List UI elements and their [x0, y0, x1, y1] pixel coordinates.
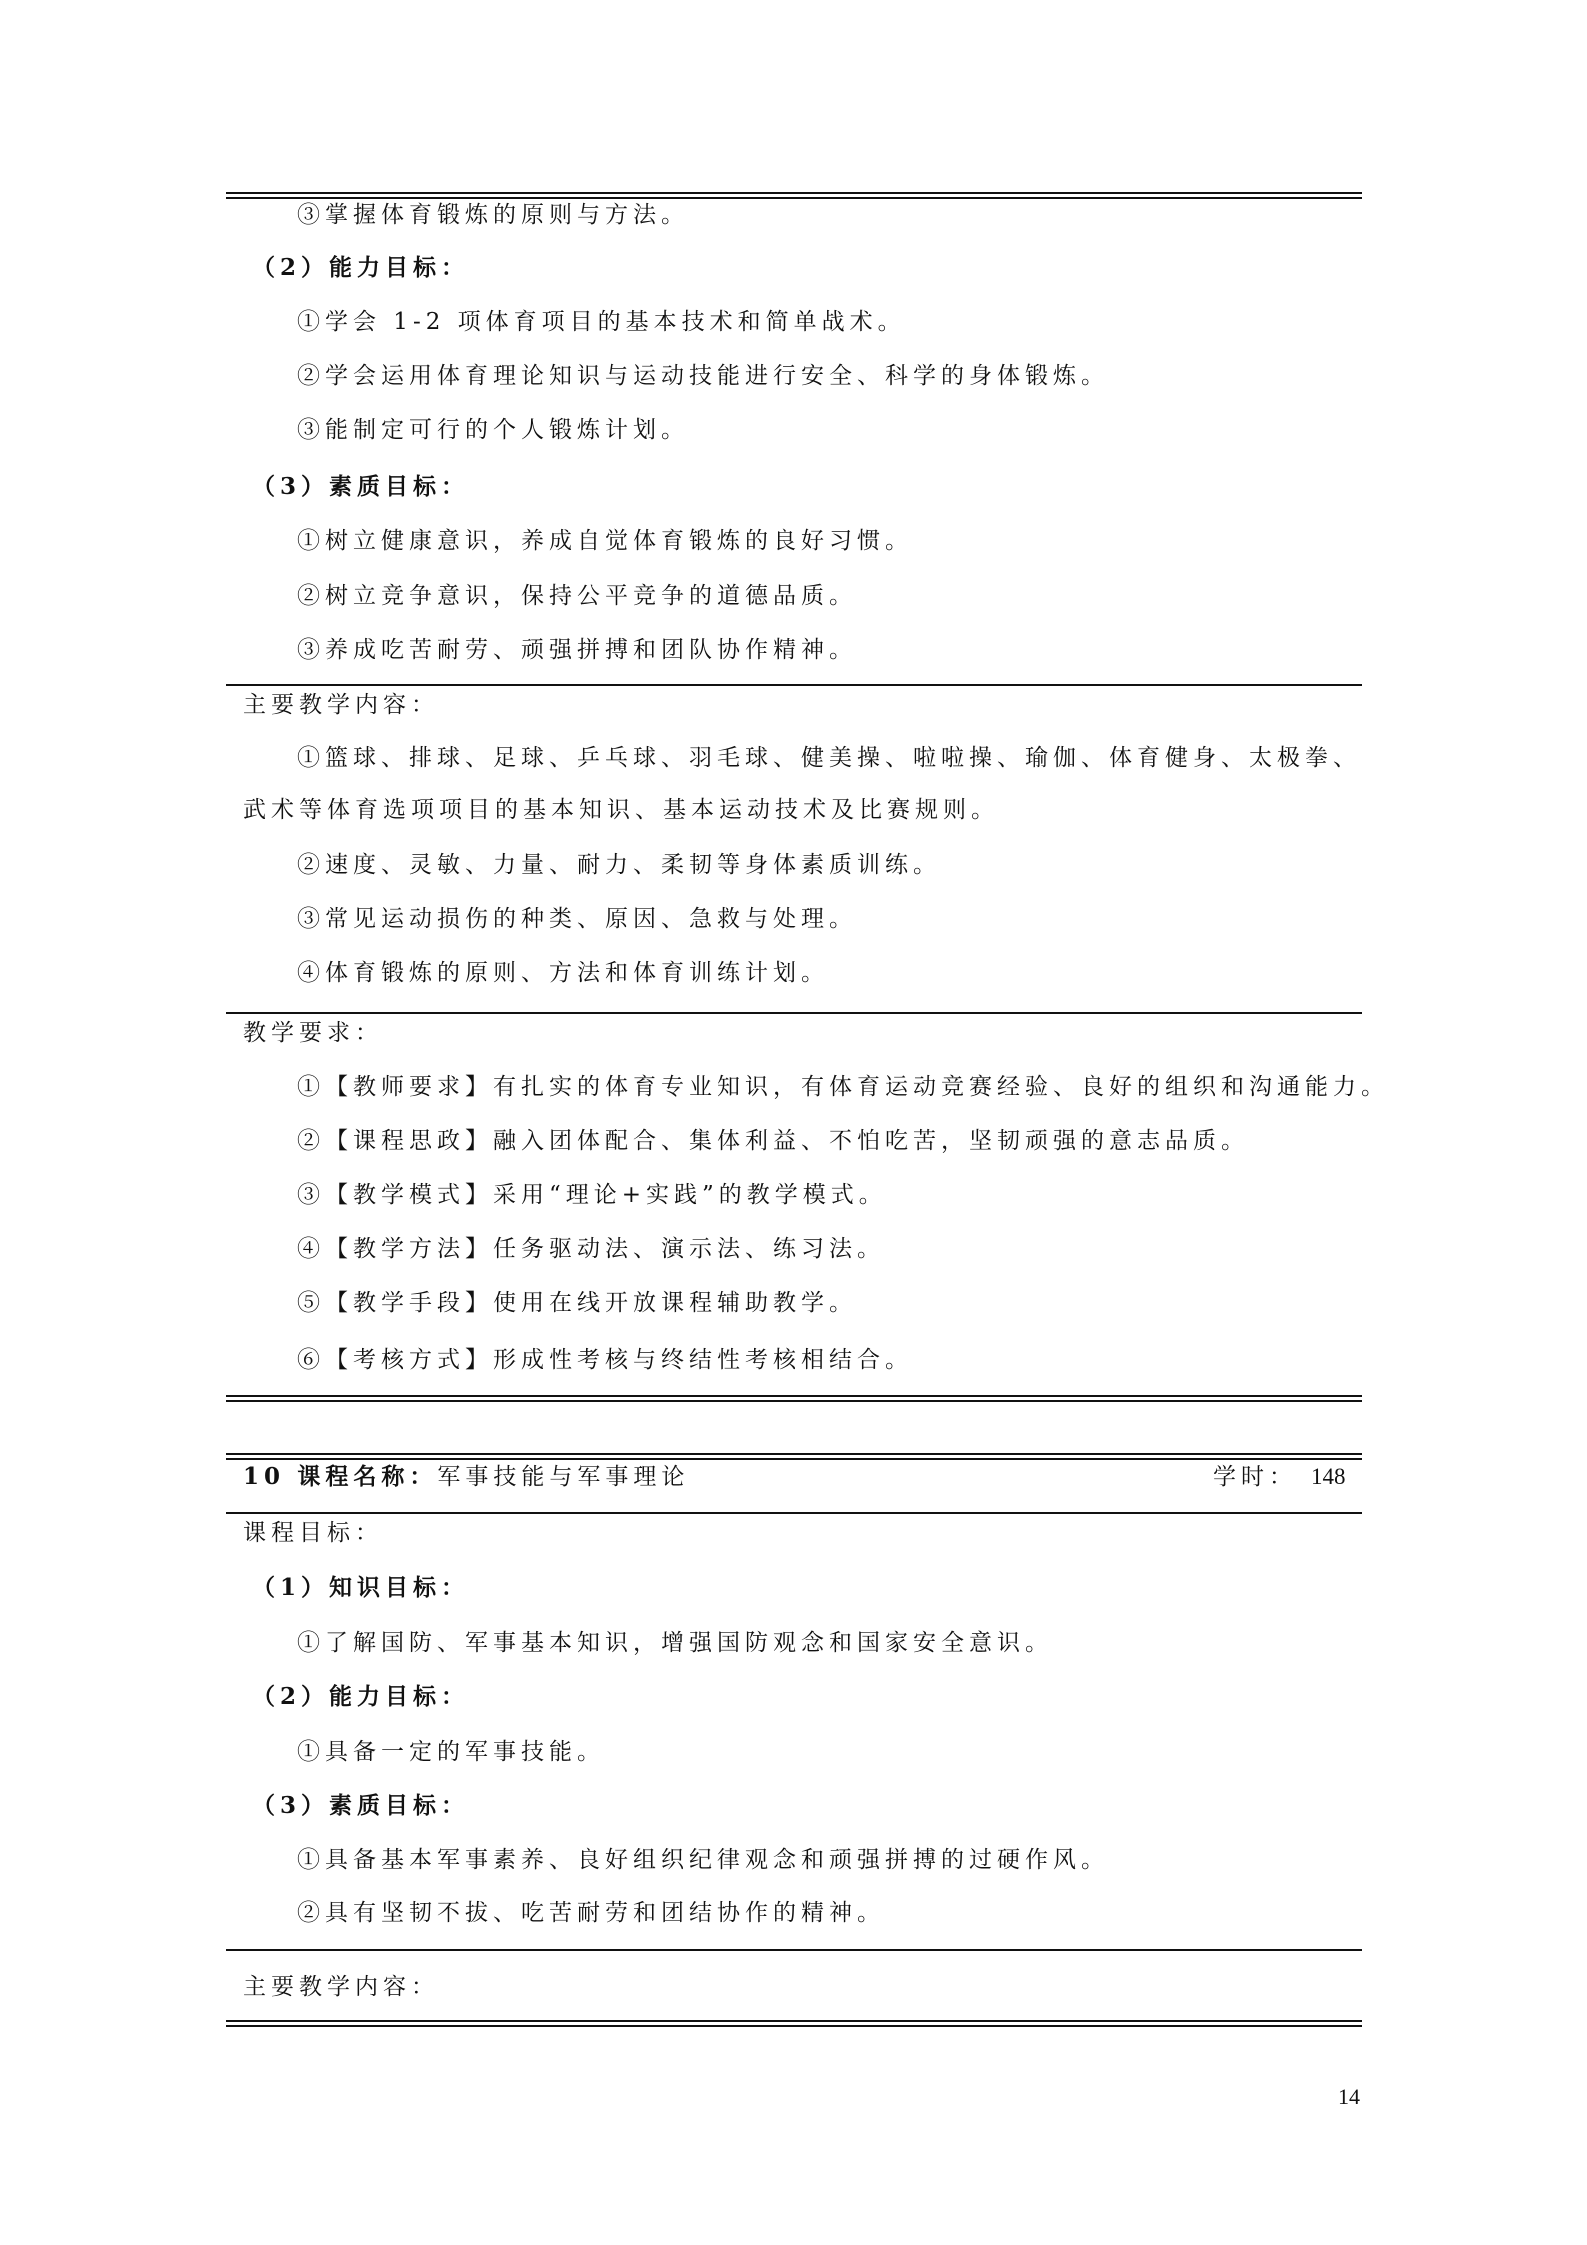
quality-item: ③养成吃苦耐劳、顽强拼搏和团队协作精神。: [297, 637, 857, 663]
requirement-item: ③【教学模式】采用“理论+实践”的教学模式。: [297, 1182, 887, 1208]
ability-goal-label: （2）能力目标：: [252, 254, 470, 281]
knowledge-item: ①了解国防、军事基本知识，增强国防观念和国家安全意识。: [297, 1630, 1053, 1656]
content-item: ③常见运动损伤的种类、原因、急救与处理。: [297, 906, 857, 932]
table-bottom-rule: [226, 2020, 1362, 2027]
table-top-rule: [226, 192, 1362, 199]
knowledge-item: ③掌握体育锻炼的原则与方法。: [297, 202, 689, 228]
course-name-label: 课程名称：: [297, 1463, 438, 1490]
requirement-item: ④【教学方法】任务驱动法、演示法、练习法。: [297, 1236, 885, 1262]
content-item: ④体育锻炼的原则、方法和体育训练计划。: [297, 960, 829, 986]
section-divider: [226, 1512, 1362, 1514]
quality-goal-label: （3）素质目标：: [252, 1792, 470, 1819]
requirement-item: ⑥【考核方式】形成性考核与终结性考核相结合。: [297, 1347, 913, 1373]
course-title: [243, 1462, 689, 1492]
content-item: ②速度、灵敏、力量、耐力、柔韧等身体素质训练。: [297, 852, 941, 878]
goals-label: 课程目标：: [243, 1520, 383, 1546]
requirement-item: ⑤【教学手段】使用在线开放课程辅助教学。: [297, 1290, 857, 1316]
content-item: ①篮球、排球、足球、乒乓球、羽毛球、健美操、啦啦操、瑜伽、体育健身、太极拳、: [297, 745, 1361, 771]
quality-item: ②具有坚韧不拔、吃苦耐劳和团结协作的精神。: [297, 1900, 885, 1926]
quality-item: ②树立竞争意识，保持公平竞争的道德品质。: [297, 583, 857, 609]
ability-goal-label: （2）能力目标：: [252, 1683, 470, 1710]
hours-label: 学时：: [1213, 1464, 1297, 1490]
quality-item: ①树立健康意识，养成自觉体育锻炼的良好习惯。: [297, 528, 913, 554]
ability-item: ③能制定可行的个人锻炼计划。: [297, 417, 689, 443]
course-number: 10: [243, 1463, 286, 1490]
ability-item: ①学会 1-2 项体育项目的基本技术和简单战术。: [297, 309, 906, 335]
quality-goal-label: （3）素质目标：: [252, 473, 470, 500]
content-label: 主要教学内容：: [243, 692, 439, 718]
table-bottom-rule: [226, 1395, 1362, 1402]
requirement-item: ②【课程思政】融入团体配合、集体利益、不怕吃苦，坚韧顽强的意志品质。: [297, 1128, 1249, 1154]
page-number: 14: [1338, 2084, 1360, 2109]
course-hours: [1213, 1462, 1346, 1492]
course-name: 军事技能与军事理论: [437, 1464, 690, 1490]
hours-value: 148: [1311, 1464, 1346, 1489]
content-label: 主要教学内容：: [243, 1974, 439, 2000]
content-item-continuation: 武术等体育选项项目的基本知识、基本运动技术及比赛规则。: [243, 797, 999, 823]
requirements-label: 教学要求：: [243, 1020, 383, 1046]
table-top-rule: [226, 1453, 1362, 1460]
ability-item: ①具备一定的军事技能。: [297, 1739, 605, 1765]
section-divider: [226, 1012, 1362, 1014]
ability-item: ②学会运用体育理论知识与运动技能进行安全、科学的身体锻炼。: [297, 363, 1109, 389]
requirement-item: ①【教师要求】有扎实的体育专业知识，有体育运动竞赛经验、良好的组织和沟通能力。: [297, 1074, 1389, 1100]
quality-item: ①具备基本军事素养、良好组织纪律观念和顽强拼搏的过硬作风。: [297, 1847, 1109, 1873]
knowledge-goal-label: （1）知识目标：: [252, 1574, 470, 1601]
section-divider: [226, 1949, 1362, 1951]
section-divider: [226, 684, 1362, 686]
